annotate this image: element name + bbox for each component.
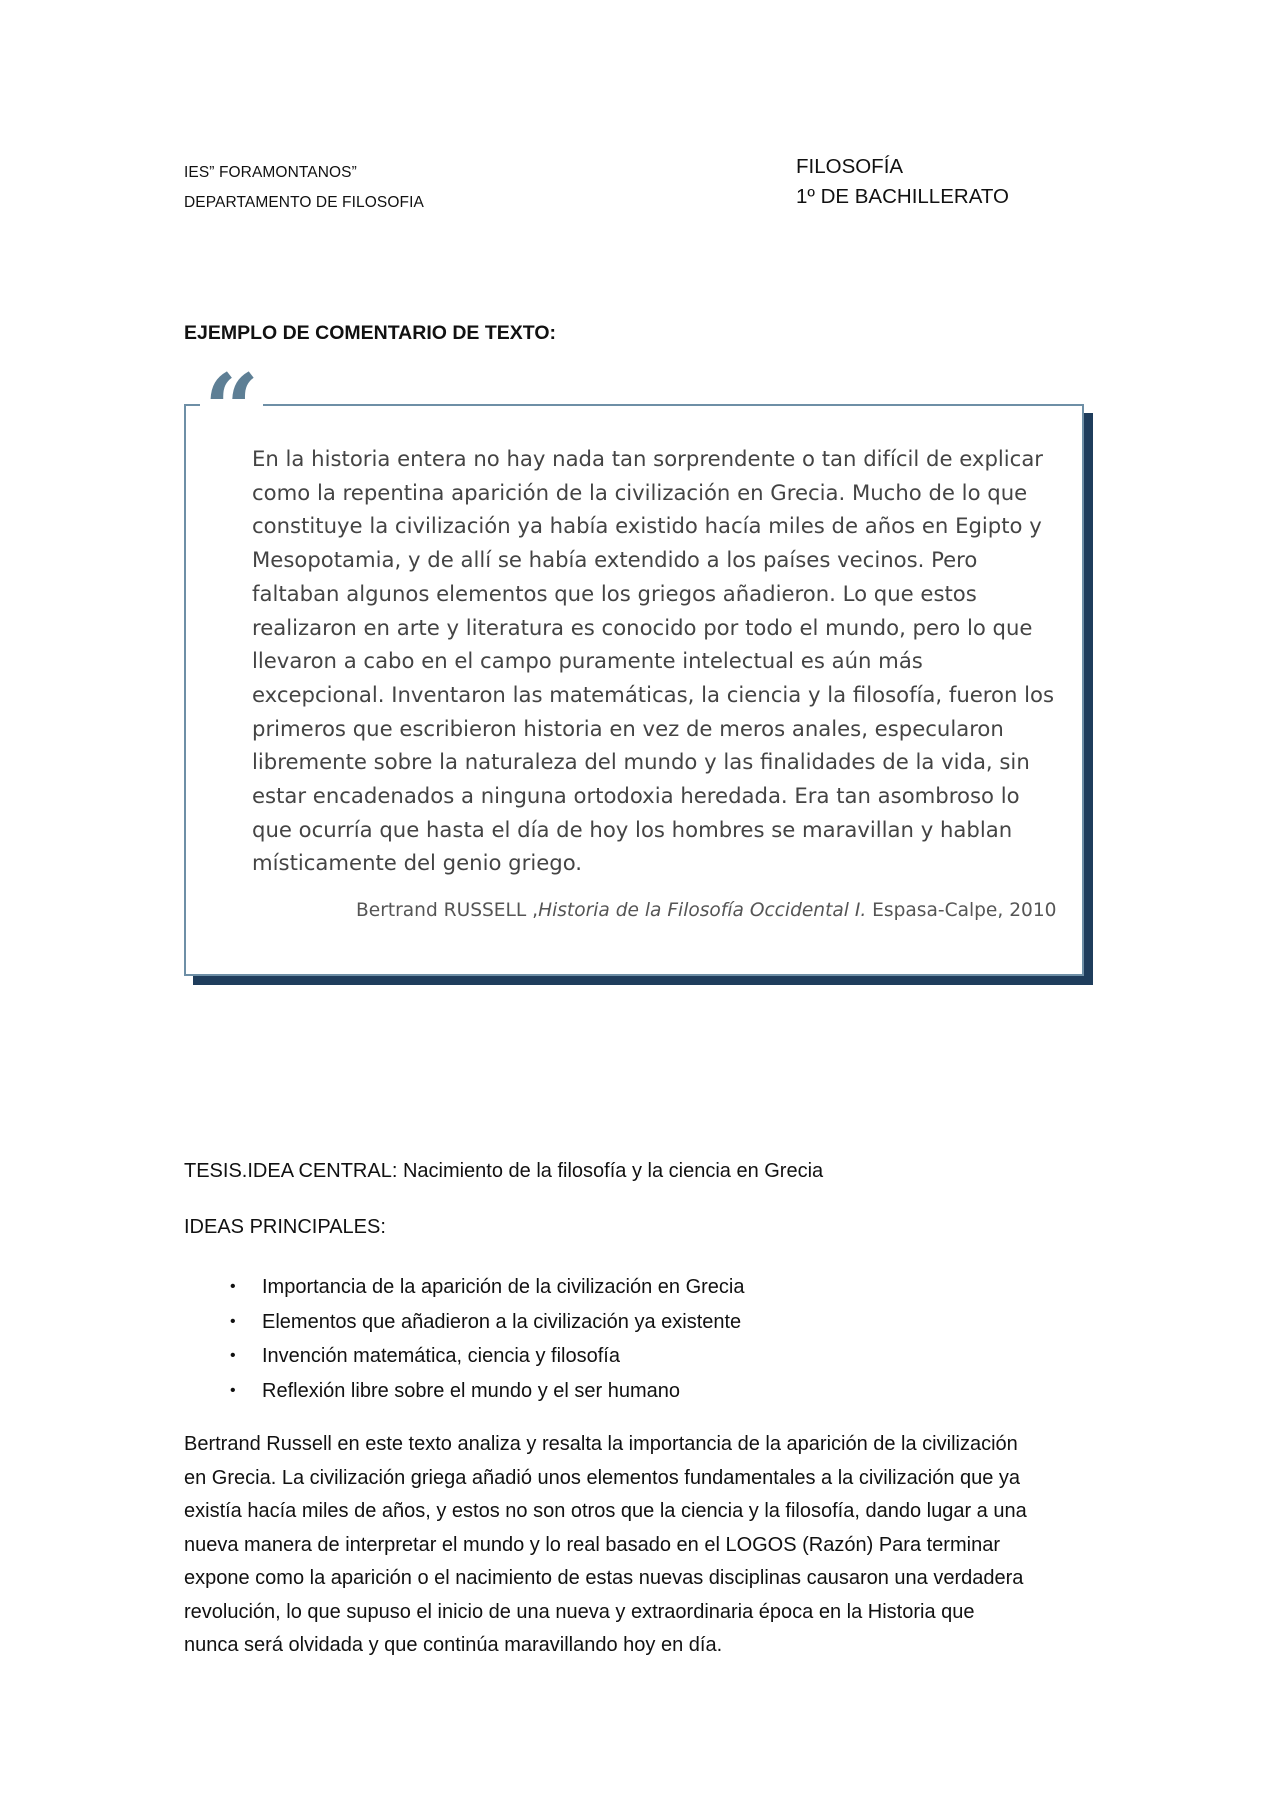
quote-line: faltaban algunos elementos que los griegos añadieron. Lo que estos xyxy=(252,580,977,606)
paragraph-line: revolución, lo que supuso el inicio de una nueva y extraordinaria época en la Historia que xyxy=(184,1600,975,1623)
list-item xyxy=(184,1270,744,1305)
quote-line: En la historia entera no hay nada tan sorprendente o tan difícil de explicar xyxy=(252,446,1044,471)
paragraph-line: existía hacía miles de años, y estos no son otros que la ciencia y la filosofía, dando lugar a una xyxy=(184,1500,1027,1522)
analysis-paragraph xyxy=(184,1428,1104,1663)
idea-text: Invención matemática, ciencia y filosofía xyxy=(262,1345,620,1367)
list-item xyxy=(184,1305,744,1340)
thesis: TESIS.IDEA CENTRAL: Nacimiento de la filosofía y la ciencia en Grecia xyxy=(184,1160,824,1182)
section-title: EJEMPLO DE COMENTARIO DE TEXTO: xyxy=(184,322,556,344)
bullet-icon: • xyxy=(230,1381,236,1399)
list-item xyxy=(184,1374,744,1409)
quote-source-author: Bertrand RUSSELL , xyxy=(356,900,539,921)
bullet-icon: • xyxy=(230,1347,236,1364)
quote-line: que ocurría que hasta el día de hoy los hombres se maravillan y hablan xyxy=(252,816,1013,842)
header-left xyxy=(184,158,424,218)
quote-source-book: Historia de la Filosofía Occidental I. xyxy=(538,900,867,921)
quote-mark-icon: “ xyxy=(200,362,263,422)
quote-line: constituye la civilización ya había existido hacía miles de años en Egipto y xyxy=(252,513,1042,539)
idea-text: Elementos que añadieron a la civilización ya existente xyxy=(262,1310,742,1333)
idea-text: Importancia de la aparición de la civilización en Grecia xyxy=(262,1276,745,1298)
bullet-icon: • xyxy=(230,1312,236,1330)
quote-line: como la repentina aparición de la civilización en Grecia. Mucho de lo que xyxy=(252,479,1028,505)
quote-line: realizaron en arte y literatura es conocido por todo el mundo, pero lo que xyxy=(252,614,1033,640)
paragraph-line: en Grecia. La civilización griega añadió unos elementos fundamentales a la civilización que ya xyxy=(184,1466,1021,1489)
school-name: IES” FORAMONTANOS” xyxy=(184,164,357,181)
department-name: DEPARTAMENTO DE FILOSOFIA xyxy=(184,194,424,211)
paragraph-line: nunca será olvidada y que continúa maravillando hoy en día. xyxy=(184,1634,723,1656)
bullet-icon: • xyxy=(230,1278,236,1295)
subject-name: FILOSOFÍA xyxy=(796,155,904,178)
paragraph-line: expone como la aparición o el nacimiento de estas nuevas disciplinas causaron una verdadera xyxy=(184,1567,1024,1589)
quote-line: excepcional. Inventaron las matemáticas, la ciencia y la filosofía, fueron los xyxy=(252,681,1055,707)
quote-source-publisher: Espasa-Calpe, 2010 xyxy=(866,900,1057,921)
quote-line: estar encadenados a ninguna ortodoxia heredada. Era tan asombroso lo xyxy=(252,783,1020,809)
list-item xyxy=(184,1339,744,1374)
quote-text xyxy=(252,442,1055,880)
course-name: 1º DE BACHILLERATO xyxy=(796,185,1009,208)
quote-line: Mesopotamia, y de allí se había extendido a los países vecinos. Pero xyxy=(252,547,978,573)
header-right xyxy=(796,152,1009,212)
ideas-list xyxy=(184,1270,744,1408)
quote-line: llevaron a cabo en el campo puramente intelectual es aún más xyxy=(252,648,923,674)
idea-text: Reflexión libre sobre el mundo y el ser humano xyxy=(262,1379,680,1402)
paragraph-line: Bertrand Russell en este texto analiza y resalta la importancia de la aparición de la civilización xyxy=(184,1433,1018,1455)
ideas-title: IDEAS PRINCIPALES: xyxy=(184,1216,386,1238)
quote-line: primeros que escribieron historia en vez de meros anales, especularon xyxy=(252,715,1004,741)
quote-line: místicamente del genio griego. xyxy=(252,850,583,876)
quote-line: libremente sobre la naturaleza del mundo y las finalidades de la vida, sin xyxy=(252,749,1030,775)
paragraph-line: nueva manera de interpretar el mundo y lo real basado en el LOGOS (Razón) Para terminar xyxy=(184,1533,1000,1556)
quote-source xyxy=(356,900,1057,921)
